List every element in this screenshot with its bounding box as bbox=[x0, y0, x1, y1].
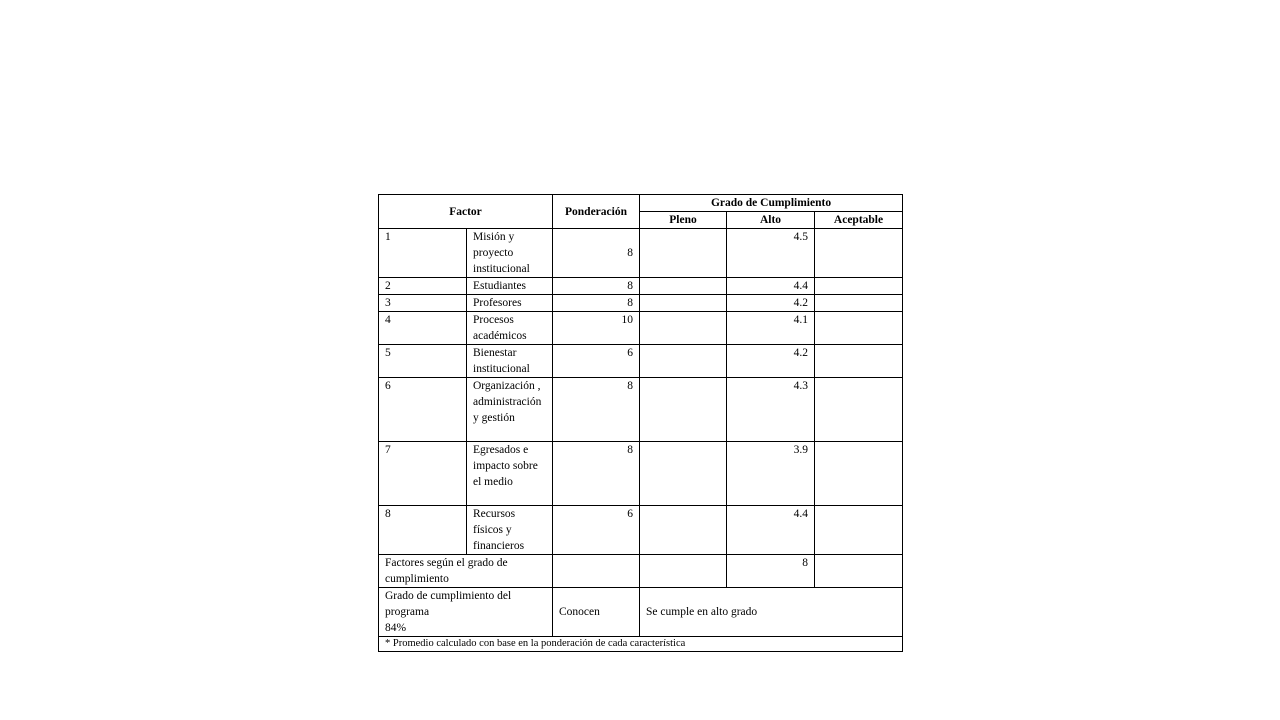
factor-name: Estudiantes bbox=[467, 278, 553, 295]
factor-name: Recursos físicos y financieros bbox=[467, 506, 553, 555]
pleno-value bbox=[640, 442, 727, 506]
alto-value: 4.4 bbox=[727, 506, 815, 555]
factor-number: 2 bbox=[379, 278, 467, 295]
aceptable-value bbox=[815, 229, 903, 278]
program-conocen: Conocen bbox=[553, 588, 640, 637]
header-aceptable: Aceptable bbox=[815, 212, 903, 229]
summary-aceptable bbox=[815, 555, 903, 588]
summary-row bbox=[379, 555, 903, 588]
ponderacion-value: 6 bbox=[553, 345, 640, 378]
table-row bbox=[379, 278, 903, 295]
pleno-value bbox=[640, 378, 727, 442]
header-grado-cumplimiento: Grado de Cumplimiento bbox=[640, 195, 903, 212]
alto-value: 4.2 bbox=[727, 295, 815, 312]
pleno-value bbox=[640, 345, 727, 378]
aceptable-value bbox=[815, 506, 903, 555]
aceptable-value bbox=[815, 345, 903, 378]
table-row bbox=[379, 312, 903, 345]
alto-value: 3.9 bbox=[727, 442, 815, 506]
table-row bbox=[379, 345, 903, 378]
compliance-table bbox=[378, 194, 903, 652]
summary-pleno bbox=[640, 555, 727, 588]
pleno-value bbox=[640, 229, 727, 278]
table-row bbox=[379, 229, 903, 278]
aceptable-value bbox=[815, 442, 903, 506]
footnote-row bbox=[379, 637, 903, 652]
ponderacion-value: 8 bbox=[553, 229, 640, 278]
aceptable-value bbox=[815, 312, 903, 345]
table-row bbox=[379, 295, 903, 312]
factor-name: Bienestar institucional bbox=[467, 345, 553, 378]
header-alto: Alto bbox=[727, 212, 815, 229]
ponderacion-value: 8 bbox=[553, 295, 640, 312]
header-ponderacion: Ponderación bbox=[553, 195, 640, 229]
summary-alto-count: 8 bbox=[727, 555, 815, 588]
aceptable-value bbox=[815, 295, 903, 312]
compliance-table-container bbox=[378, 194, 902, 652]
ponderacion-value: 8 bbox=[553, 278, 640, 295]
summary-ponderacion bbox=[553, 555, 640, 588]
program-result: Se cumple en alto grado bbox=[640, 588, 903, 637]
factor-number: 4 bbox=[379, 312, 467, 345]
ponderacion-value: 8 bbox=[553, 442, 640, 506]
pleno-value bbox=[640, 295, 727, 312]
aceptable-value bbox=[815, 278, 903, 295]
alto-value: 4.2 bbox=[727, 345, 815, 378]
ponderacion-value: 6 bbox=[553, 506, 640, 555]
alto-value: 4.3 bbox=[727, 378, 815, 442]
alto-value: 4.5 bbox=[727, 229, 815, 278]
program-row bbox=[379, 588, 903, 637]
factor-number: 3 bbox=[379, 295, 467, 312]
pleno-value bbox=[640, 278, 727, 295]
factor-name: Egresados e impacto sobre el medio bbox=[467, 442, 553, 506]
factor-name: Procesos académicos bbox=[467, 312, 553, 345]
table-row bbox=[379, 378, 903, 442]
summary-label: Factores según el grado de cumplimiento bbox=[379, 555, 553, 588]
program-grade-label: Grado de cumplimiento del programa bbox=[385, 590, 512, 618]
factor-number: 5 bbox=[379, 345, 467, 378]
aceptable-value bbox=[815, 378, 903, 442]
header-pleno: Pleno bbox=[640, 212, 727, 229]
factor-name: Profesores bbox=[467, 295, 553, 312]
ponderacion-value: 8 bbox=[553, 378, 640, 442]
alto-value: 4.1 bbox=[727, 312, 815, 345]
program-grade-percent: 84% bbox=[385, 622, 407, 634]
ponderacion-value: 10 bbox=[553, 312, 640, 345]
footnote: * Promedio calculado con base en la ponderación de cada característica bbox=[379, 637, 903, 652]
pleno-value bbox=[640, 312, 727, 345]
factor-number: 7 bbox=[379, 442, 467, 506]
table-row bbox=[379, 506, 903, 555]
factor-number: 8 bbox=[379, 506, 467, 555]
header-factor: Factor bbox=[379, 195, 553, 229]
factor-number: 1 bbox=[379, 229, 467, 278]
table-row bbox=[379, 442, 903, 506]
factor-number: 6 bbox=[379, 378, 467, 442]
alto-value: 4.4 bbox=[727, 278, 815, 295]
factor-name: Organización , administración y gestión bbox=[467, 378, 553, 442]
program-grade-cell bbox=[379, 588, 553, 637]
factor-name: Misión y proyecto institucional bbox=[467, 229, 553, 278]
pleno-value bbox=[640, 506, 727, 555]
